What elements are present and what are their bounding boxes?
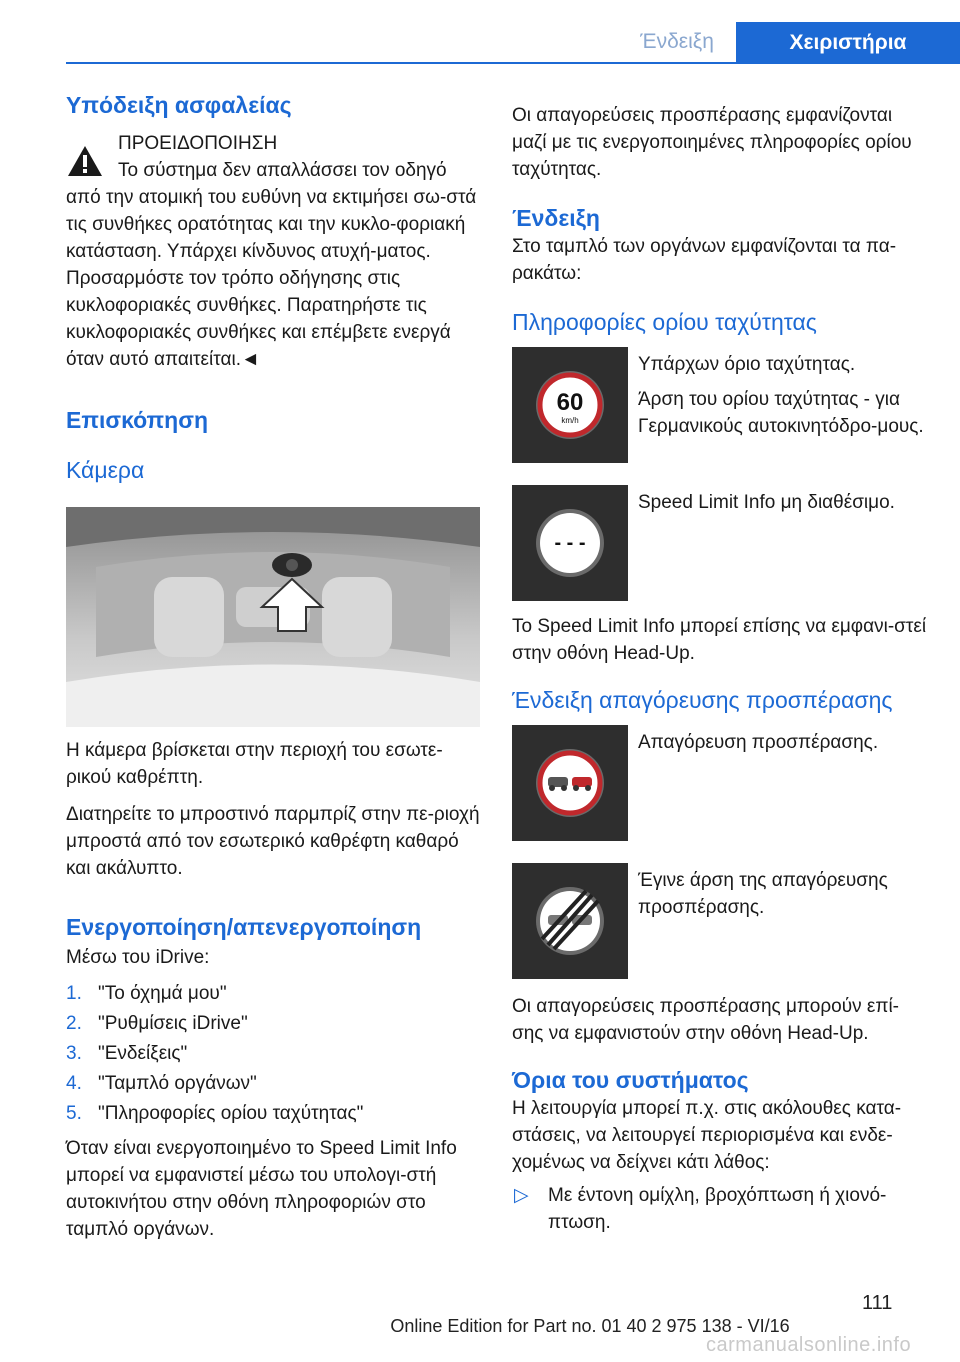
camera-clean-text: Διατηρείτε το μπροστινό παρμπρίζ στην πε-ριοχή μπροστά από τον εσωτερικό καθρέφτη καθαρό και ακάλυπτο. [66, 804, 480, 879]
tab-index[interactable]: Ένδειξη [640, 30, 714, 53]
intro-text: Οι απαγορεύσεις προσπέρασης εμφανίζονται μαζί με τις ενεργοποιημένες πληροφορίες ορίου ταχύτητας. [512, 105, 912, 180]
safety-heading: Υπόδειξη ασφαλείας [66, 92, 292, 118]
menu-step [66, 979, 484, 1009]
sign-row-speed-limit [512, 347, 930, 465]
hud-text: Το Speed Limit Info μπορεί επίσης να εμφανι-στεί στην οθόνη Head-Up. [512, 616, 927, 664]
step-text: "Ταμπλό οργάνων" [98, 1073, 257, 1094]
step-number: 5. [66, 1103, 82, 1124]
warning-first-line: Το σύστημα δεν απαλλάσσει τον οδηγό [118, 160, 447, 181]
warning-triangle-icon [66, 144, 104, 178]
sign-row-no-passing-end [512, 863, 930, 981]
step-number: 4. [66, 1073, 82, 1094]
activation-heading: Ενεργοποίηση/απενεργοποίηση [66, 914, 422, 940]
step-text: "Ενδείξεις" [98, 1043, 188, 1064]
sign-description [638, 347, 930, 440]
menu-steps-list [66, 979, 484, 1129]
unavailable-sign-icon [512, 485, 628, 601]
sign-speed-value: 60 [556, 389, 584, 416]
camera-heading: Κάμερα [66, 457, 145, 483]
sign-description [638, 485, 930, 516]
sign-unavailable-dashes: - - - [554, 532, 586, 554]
step-number: 2. [66, 1013, 82, 1034]
speed-lift-text: Άρση του ορίου ταχύτητας - για Γερμανικούς αυτοκινητόδρο-μους. [638, 389, 924, 437]
speed-info-heading: Πληροφορίες ορίου ταχύτητας [512, 309, 817, 335]
warning-body: από την ατομική του ευθύνη να εκτιμήσει σω-στά τις συνθήκες ορατότητας και την κυκλο-φοριακή κατάσταση. Υπάρχει κίνδυνος ατυχή-ματος. Προσαρμόστε τον τρόπο οδήγησης στις κυκλοφοριακές συνθήκες. Παρατηρήστε τις κυκλοφοριακές συνθήκες και επέμβετε ενεργά όταν αυτό απαιτείται.◄ [66, 187, 477, 370]
end-no-passing-sign-icon [512, 863, 628, 979]
bullet-triangle-icon: ▷ [514, 1185, 529, 1206]
menu-step [66, 1099, 484, 1129]
camera-photo-wrap [66, 507, 484, 727]
menu-step [66, 1039, 484, 1069]
tab-controls[interactable]: Χειριστήρια [736, 22, 960, 64]
menu-step [66, 1069, 484, 1099]
overview-heading: Επισκόπηση [66, 407, 208, 433]
sign-row-no-passing [512, 725, 930, 843]
unavailable-text: Speed Limit Info μη διαθέσιμο. [638, 492, 895, 513]
step-text: "Πληροφορίες ορίου ταχύτητας" [98, 1103, 364, 1124]
safety-note [66, 90, 484, 373]
activation-note: Όταν είναι ενεργοποιημένο το Speed Limit Info μπορεί να εμφανιστεί μέσω του υπολογι-στή αυτοκινήτου στην οθόνη πληροφοριών στο ταμπλό οργάνων. [66, 1138, 457, 1240]
no-passing-text: Απαγόρευση προσπέρασης. [638, 732, 879, 753]
camera-location-text: Η κάμερα βρίσκεται στην περιοχή του εσωτε-ρικού καθρέπτη. [66, 740, 443, 788]
bullet-text: Με έντονη ομίχλη, βροχόπτωση ή χιονό-πτωση. [548, 1185, 887, 1233]
sign-speed-unit: km/h [561, 416, 579, 425]
no-passing-heading: Ένδειξη απαγόρευσης προσπέρασης [512, 687, 893, 713]
camera-location-photo [66, 507, 480, 727]
speed-limit-sign-icon [512, 347, 628, 463]
limits-heading: Όρια του συστήματος [512, 1067, 749, 1093]
menu-step [66, 1009, 484, 1039]
watermark: carmanualsonline.info [706, 1334, 912, 1356]
sign-description [638, 863, 930, 921]
left-column [66, 90, 484, 1243]
no-passing-end-text: Έγινε άρση της απαγόρευσης προσπέρασης. [638, 870, 888, 918]
step-number: 1. [66, 983, 82, 1004]
right-column [512, 90, 930, 1236]
display-text: Στο ταμπλό των οργάνων εμφανίζονται τα πα-ρακάτω: [512, 236, 897, 284]
no-passing-hud-text: Οι απαγορεύσεις προσπέρασης μπορούν επί-σης να εμφανιστούν στην οθόνη Head-Up. [512, 996, 900, 1044]
page-number: 111 [862, 1292, 893, 1314]
step-number: 3. [66, 1043, 82, 1064]
sign-description [638, 725, 930, 756]
limits-list-item [512, 1182, 930, 1236]
step-text: "Ρυθμίσεις iDrive" [98, 1013, 248, 1034]
warning-label: ΠΡΟΕΙΔΟΠΟΙΗΣΗ [118, 133, 278, 154]
limits-list [512, 1182, 930, 1236]
limits-text: Η λειτουργία μπορεί π.χ. στις ακόλουθες κατα-στάσεις, να λειτουργεί περιορισμένα και ενδε-χομένως να δείχνει κάτι λάθος: [512, 1098, 902, 1173]
step-text: "Το όχημά μου" [98, 983, 227, 1004]
speed-limit-text: Υπάρχων όριο ταχύτητας. [638, 354, 856, 375]
display-heading: Ένδειξη [512, 205, 600, 231]
no-passing-sign-icon [512, 725, 628, 841]
via-idrive-text: Μέσω του iDrive: [66, 947, 210, 968]
footer-edition: Online Edition for Part no. 01 40 2 975 138 - VI/16 [390, 1316, 790, 1336]
sign-row-unavailable [512, 485, 930, 603]
